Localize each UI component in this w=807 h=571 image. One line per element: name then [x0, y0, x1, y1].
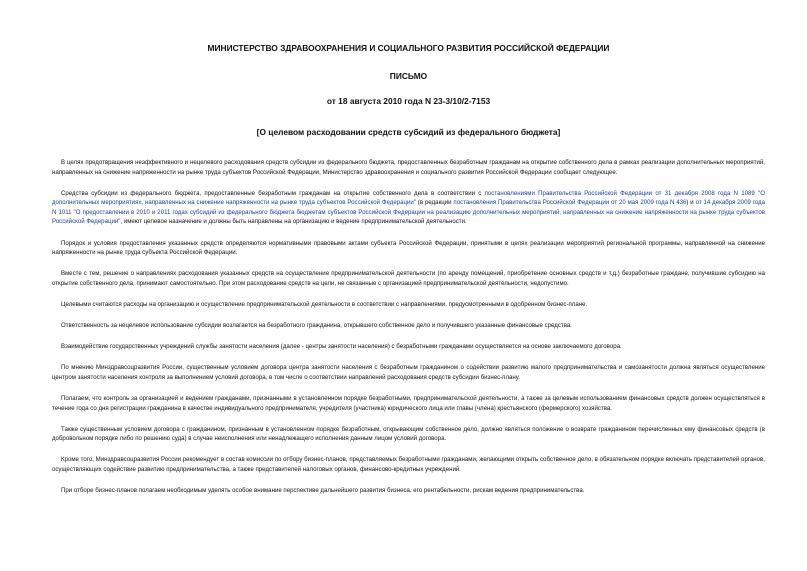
- document-body: [52, 158, 765, 496]
- link-resolution-1011[interactable]: от 14 декабря 2009 года N 1011 "О предоставлении в 2010 и 2011 годах субсидий из федерального бюджета бюджетам субъектов Российской Федерации на реализацию дополнительных мероприятий, направленных на снижение напряженности на рынке труда субъектов Российской Федерации": [52, 199, 766, 226]
- paragraph: Ответственность за нецелевое использование субсидии возлагается на безработного гражданина, открывшего собственное дело и получившего указанные финансовые средства.: [61, 322, 572, 330]
- paragraph: При отборе бизнес-планов полагаем необходимым уделять особое внимание перспективе дальнейшего развития бизнеса, его рентабельности, рискам ведения предпринимательства.: [61, 486, 585, 494]
- link-resolution-1089[interactable]: постановлениями Правительства Российской Федерации от 31 декабря 2008 года N 1089 "О дополнительных мероприятиях, направленных на снижение напряженности на рынке труда субъектов Российской Федерации": [52, 189, 765, 207]
- paragraph-with-links: [52, 189, 765, 227]
- document-subject: [О целевом расходовании средств субсидий из федерального бюджета]: [256, 127, 561, 137]
- doc-type: ПИСЬМО: [389, 71, 428, 81]
- paragraph: По мнению Минздравсоцразвития России, существенным условием договора центра занятости населения с безработным гражданином о содействии развитию малого предпринимательства и самозанятости должна являться осуществление центром занятости населения контроля за выполнением условий договора, в том числе о соответствии направлений расходования средств субсидии бизнес-плану.: [52, 364, 765, 381]
- paragraph: Кроме того, Минздравсоцразвития России рекомендует в состав комиссии по отбору бизнес-планов, представляемых безработными гражданами, желающими открыть собственное дело, в обязательном порядке включать представителей органов, осуществляющих содействие развитию предпринимательства, а также представителей налоговых органов, финансово-кредитных учреждений.: [52, 456, 765, 473]
- paragraph-text: , имеют целевое назначение и должны быть направлены на организацию и ведение предпринимательской деятельности.: [120, 218, 467, 226]
- paragraph: Полагаем, что контроль за организацией и ведением гражданами, признанными в установленном порядке безработными, предпринимательской деятельности, а также за целевым использованием финансовых средств должен осуществляться в течение года со дня регистрации гражданина в качестве индивидуального предпринимателя, учредителя (участника) юридического лица или главы (члена) крестьянского (фермерского) хозяйства.: [52, 394, 765, 412]
- date-number: от 18 августа 2010 года N 23-3/10/2-7153: [326, 96, 491, 106]
- paragraph: В целях предотвращения неэффективного и нецелевого расходования средств субсидии из федерального бюджета, предоставленных безработным гражданам на открытие собственного дела в рамках реализации дополнительных мероприятий, направленных на снижение напряженности на рынке труда субъектов Российской Федерации, Министерство здравоохранения и социального развития Российской Федерации сообщает следующее.: [52, 159, 765, 176]
- paragraph-text: Средства субсидии из федерального бюджета, предоставленные безработным гражданам на открытие собственного дела в соответствии с: [61, 189, 485, 197]
- paragraph: Порядок и условия предоставления указанных средств определяются нормативными правовыми актами субъекта Российской Федерации, принятыми в целях реализации мероприятий региональной программы, направленной на снижение напряженности на рынке труда субъекта Российской Федерации.: [52, 239, 765, 257]
- link-resolution-436[interactable]: постановления Правительства Российской Федерации от 20 мая 2009 года N 436: [453, 199, 687, 207]
- ministry-title: МИНИСТЕРСТВО ЗДРАВООХРАНЕНИЯ И СОЦИАЛЬНОГО РАЗВИТИЯ РОССИЙСКОЙ ФЕДЕРАЦИИ: [207, 43, 610, 53]
- paragraph: Взаимодействие государственных учреждений службы занятости населения (далее - центры занятости населения) с безработными гражданами осуществляется на основе заключаемого договора.: [61, 343, 622, 351]
- paragraph: Целевыми считаются расходы на организацию и осуществление предпринимательской деятельности в соответствии с направлениями, предусмотренными в одобренном бизнес-плане.: [61, 300, 588, 308]
- paragraph-text: ) и: [686, 199, 696, 207]
- paragraph: Вместе с тем, решение о направлениях расходования указанных средств на осуществление предпринимательской деятельности (по аренду помещений, приобретение основных средств и т.д.) безработные граждане, получившие субсидию на открытие собственного дела, принимают самостоятельно. При этом расходование средств на цели, не связанные с организацией предпринимательской деятельности, недопустимо.: [52, 270, 765, 287]
- paragraph-text: (в редакции: [415, 199, 454, 207]
- paragraph: Также существенным условием договора с гражданином, признанным в установленном порядке безработным, открывающим собственное дело, должно являться положение о возврате гражданином перечисленных ему финансовых средств (в добровольном порядке либо по решению суда) в случае неисполнения или ненадлежащего исполнения данным лицом условий договора.: [52, 425, 765, 443]
